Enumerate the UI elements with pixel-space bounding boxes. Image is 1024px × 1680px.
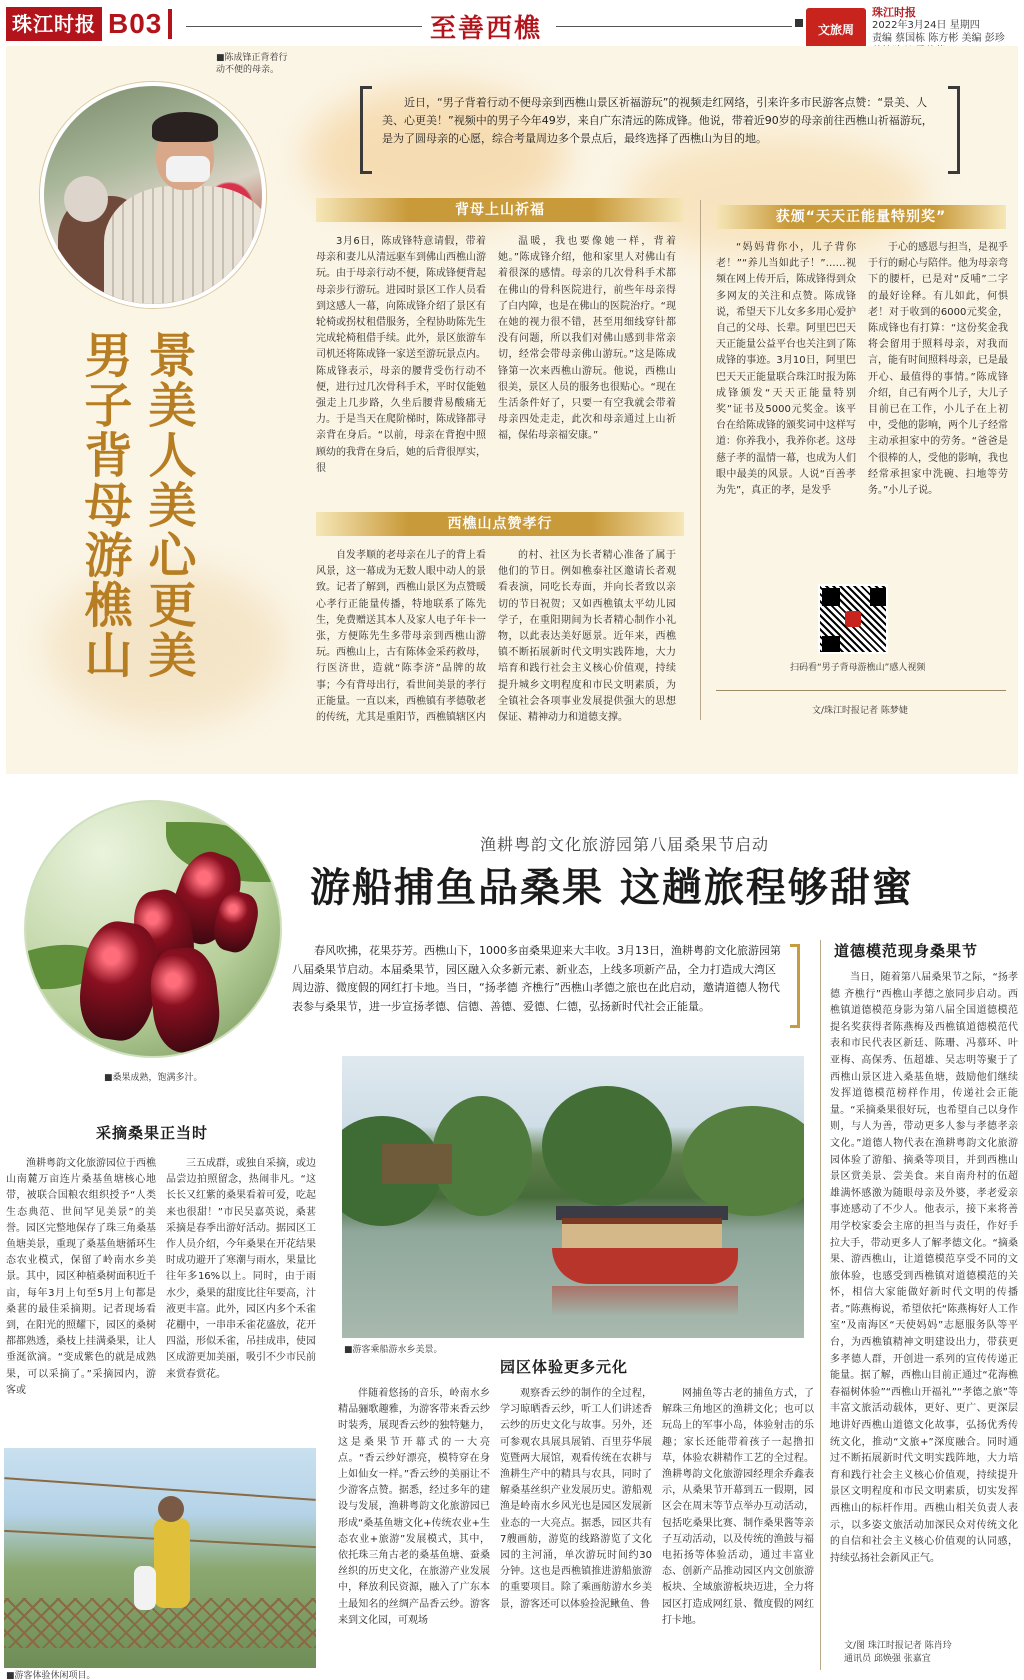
boat-reflection (552, 1286, 738, 1316)
berry (147, 945, 224, 1055)
masthead (6, 6, 182, 42)
paragraph: 温暖，我也要像她一样，背着她。”陈成锋介绍，他和家里人对佛山有着很深的感情。母亲的几次骨科手术都在佛山的骨科医院进行，前些年母亲得了白内障，也是在佛山的医院治疗。“现在她的视力很不错，甚至用细线穿针都没有问题，所以我们对佛山感到非常亲切，经常会带母亲佛山游玩。”这是陈成锋第一次来西樵山游玩。他说，西樵山很美，景区人员的服务也很贴心。“现在生活条件好了，只要一有空我就会带着母亲四处走走，此次和母亲通过上山祈福，保佑母亲福安康。” (498, 236, 676, 442)
photo-elder-head (64, 176, 108, 222)
paragraph: 观察香云纱的制作的全过程，学习晾晒香云纱，听工人们讲述香云纱的历史文化与故事。另外，还可参观农具展具展销、百里芬华展览暨两大展馆，观看传统在农耕与渔耕生产中的精具与农具，同时了解桑基丝织产业发展历史。游船观渔是岭南水乡风光也是园区发展新业态的一大亮点。据悉，园区共有7艘画舫，游览的线路游览了文化园的主河涌，单次游玩时间约30分钟。这也是西樵镇推进游船旅游的重要项目。除了乘画舫游水乡美景，游客还可以体验捡泥鳅鱼、鲁 (500, 1388, 652, 1610)
berry-caption: ■桑果成熟，饱满多汁。 (104, 1073, 203, 1083)
paragraph: 网捕鱼等古老的捕鱼方式，了解珠三角地区的渔耕文化；也可以玩岛上的军事小岛，体验射击的乐趣；家长还能带着孩子一起撸扣草，体验农耕精作工艺的全过程。渔耕粤韵文化旅游园经理余乔鑫表示，从桑果节开幕到五一假期，园区会在周末等节点举办互动活动，包括吃桑果比赛、制作桑果酱等亲子互动活动，以及传统的渔鼓与福电拓扬等体验活动，通过丰富业态、创新产品推动园区内文创旅游板块、全域旅游板块迈进，全力将园区打造成网红景、微度假的网红打卡地。 (662, 1388, 814, 1626)
feature2-section-a-col1 (6, 1156, 156, 1442)
column-rule (820, 940, 821, 1670)
feature2-kicker: 渔耕粤韵文化旅游园第八届桑果节启动 (480, 835, 770, 854)
page-number: B03 (108, 8, 163, 39)
photo-mulberries (24, 800, 282, 1058)
feature2-section-b-col3 (662, 1386, 814, 1676)
paragraph: 渔耕粤韵文化旅游园位于西樵山南麓万亩连片桑基鱼塘核心地带，被联合国粮农组织授予“人类生态典范、世间罕见美景”的美誉。园区完整地保存了珠三角桑基鱼塘美景，重现了桑基鱼塘循环生态农业模式，保留了岭南水乡美景。其中，园区种植桑树面积近千亩，每年3月上旬至5月上旬都是桑葚的最佳采摘期。记者现场看到，在阳光的照耀下，园区的桑树都都熟透，桑枝上挂满桑果，让人垂涎欲滴。“变成紫色的就是成熟果，可以采摘了。”采摘园内，游客或 (6, 1158, 156, 1396)
feature1-intro-text: 近日，“男子背着行动不便母亲到西樵山景区祈福游玩”的视频走红网络，引来许多市民游客点赞：“景美、人美、心更美！”视频中的男子今年49岁，来自广东清远的陈成锋。他说，带着近90岁的母亲前往西樵山祈福游玩，是为了圆母亲的心愿，综合考量周边多个景点后，最终选择了西樵山为目的地。 (382, 96, 933, 145)
header-rule-right (556, 26, 792, 27)
paragraph: 春风吹拂，花果芬芳。西樵山下，1000多亩桑果迎来大丰收。3月13日，渔耕粤韵文化旅游园第八届桑果节启动。本届桑果节，园区融入众多新元素、新业态，上线多项新产品，全力打造成大湾区周边游、微度假的网红打卡地。当日，“扬孝德 齐樵行”西樵山孝德之旅也在此启动，邀请道德人物代表参与桑果节，进一步宣扬孝德、信德、善德、爱德、仁德，弘扬新时代社会正能量。 (292, 944, 781, 1013)
feature2-section-b-col2 (500, 1386, 652, 1676)
photo-man-hair (152, 112, 218, 142)
photo-adult-head (158, 1496, 184, 1522)
feature2-section-c-col (830, 970, 1018, 1632)
header-editors: 责编 蔡国栋 陈方彬 美编 彭珍 (872, 33, 1005, 44)
feature2-subhead-c: 道德模范现身桑果节 (834, 942, 979, 960)
photo1-caption: ■陈成锋正背着行动不便的母亲。 (216, 53, 288, 75)
feature1-intro (360, 86, 960, 174)
header-rule-left (186, 26, 422, 27)
section-title: 至善西樵 (430, 14, 543, 44)
feature2-author-line2: 通讯员 邱焕强 张嘉宜 (844, 1654, 931, 1664)
tree (542, 1086, 672, 1206)
photo-rope-bridge (4, 1448, 316, 1668)
feature1-subhead-b: 西樵山点赞孝行 (316, 512, 684, 536)
feature1-section-b-col2 (498, 548, 676, 746)
photo-man-mask (166, 156, 210, 182)
feature1-section-a-col2 (498, 234, 676, 490)
paragraph: 的村、社区为长者精心准备了属于他们的节日。例如樵泰社区邀请长者观看表演，同吃长寿面，并向长者致以亲切的节日祝贺；又如西樵镇太平幼儿园学子，在重阳期间为长者精心制作小礼物，以此表达美好愿景。近年来，西樵镇不断拓展新时代文明实践阵地，大力培育和践行社会主义核心价值观，持续提升城乡文明程度和市民文明素质，为全镇社会各项事业发展提供强大的思想保证、精神动力和道德支撑。 (498, 550, 676, 724)
header-date: 2022年3月24日 星期四 (872, 20, 980, 31)
paper-logo: 珠江时报 (6, 7, 102, 41)
feature2-subhead-b: 园区体验更多元化 (500, 1358, 629, 1376)
qr-caption: 扫码看“男子背母游樵山”感人视频 (790, 663, 926, 673)
photo-man-body (104, 186, 266, 308)
feature1-title-line2: 景美人美心更美 (140, 330, 196, 680)
feature2-author (844, 1640, 952, 1666)
feature2-subhead-a: 采摘桑果正当时 (96, 1124, 209, 1142)
header-brand: 珠江时报 (872, 6, 916, 19)
feature1-section-c-col2 (868, 240, 1008, 558)
boat-caption: ■游客乘船游水乡美景。 (344, 1345, 443, 1355)
paragraph: 于心的感恩与担当，是视乎于行的耐心与陪伴。他为母亲弯下的腰杆，已是对“反哺”二字的最好诠释。有儿如此，何惧老！对于收到的6000元奖金，陈成锋也有打算：“这份奖金我将会留用于照料母亲，对我而言，能有时间照料母亲，已是最开心、最值得的事情。”陈成锋介绍，自己有两个儿子，大儿子目前已在工作，小儿子在上初中，受他的影响，两个儿子经常主动承担家中的劳务。“爸爸是个很棒的人，受他的影响，我也经常承担家中洗碗、扫地等劳务。”小儿子说。 (868, 242, 1008, 497)
feature2-section-b-col1 (338, 1386, 490, 1676)
photo-child (134, 1566, 156, 1610)
feature1-section-c-col1 (716, 240, 856, 558)
culture-logo: 文旅周 (806, 8, 866, 52)
bracket-right (948, 86, 960, 174)
photo-man-carrying-mother (40, 82, 266, 308)
feature1-author: 文/珠江时报记者 陈梦婕 (812, 706, 908, 716)
paragraph: 伴随着悠扬的音乐，岭南水乡精品骊歌趣雅，为游客带来香云纱时装秀，展现香云纱的独特魅力，这是桑果节开幕式的一大亮点。“香云纱好漂亮，模特穿在身上如仙女一样。”香云纱的美丽让不少游客点赞。据悉，经过多年的建设与发展，渔耕粤韵文化旅游园已形成“桑基鱼塘文化+传统农业+生态农业+旅游”发展模式，其中，依托珠三角古老的桑基鱼塘、蚕桑丝织的历史文化，在旅游产业发展中，释放利民资源，融入了广东本土最知名的丝绸产品香云纱。游客来到文化园，可观场 (338, 1388, 490, 1626)
feature2-headline: 游船捕鱼品桑果 这趟旅程够甜蜜 (310, 864, 914, 911)
paragraph: 3月6日，陈成锋特意请假，带着母亲和妻儿从清远驱车到佛山西樵山游玩。由于母亲行动不便，陈成锋便背起母亲步行游玩。进园时景区工作人员看到这感人一幕，向陈成锋介绍了景区有轮椅或拐杖租借服务，全程协助陈先生完成轮椅租借手续。此外，景区旅游车司机还将陈成锋一家送至游玩景点内。陈成锋表示，母亲的腰背受伤行动不便，进行过几次骨科手术，平时仅能勉强走上几步路，久坐后腰背易酸痛无力。于是当天在爬阶梯时，陈成锋都寻亲背在身后。“以前，母亲在背抱中照顾幼的我背在身后，她的后背很厚实，很 (316, 236, 486, 474)
bracket-left (360, 86, 372, 174)
boat-cabin (562, 1218, 722, 1252)
feature1-subhead-a: 背母上山祈福 (316, 198, 684, 222)
photo-boat-on-river (342, 1056, 804, 1338)
boat-hull (552, 1248, 738, 1284)
lead-bracket (790, 944, 800, 1028)
paragraph: 当日，随着第八届桑果节之际，“扬孝德 齐樵行”西樵山孝德之旅同步启动。西樵镇道德模范身影为第八届全国道德模范提名奖获得者陈燕梅及西樵镇道德模范代表和市民代表区新廷、陈珊、冯慕环、叶亚梅、高保秀、伍超雄、吴志明等聚于了西樵山景区进入桑基鱼塘，鼓励他们继续发挥道德模范榜样作用，传递社会正能量。“采摘桑果很好玩，也希望自己以身作则，与人为善，带动更多人参与孝德孝亲文化。”道德人物代表在渔耕粤韵文化旅游园体验了游船、摘桑等项目，并到西樵山景区赏美景、尝美食。来自南舟村的伍超雄满怀感激为随眼母亲及外婆，孝老爱亲事迹感动了不少人。他表示，接下来将善用学校家委会主席的担当与责任，作好手拉大手，带动更多人了解孝德文化。“摘桑果、游西樵山，让道德模范享受不同的文旅体验，也感受到西樵镇对道德模范的关怀，相信大家能做好新时代文明的传播者。”陈燕梅说，希望依托“陈燕梅好人工作室”及南海区“天使妈妈”志愿服务队等平台，为西樵镇精神文明建设出力，带获更多孝德人群，开创进一系列的宣传传递正能量。据了解，西樵山目前正通过“花海樵春福树体验”“西樵山开福礼”“孝德之旅”等丰富文旅活动载体，更好、更广、更深层地讲好西樵山道德文化故事，弘扬优秀传统文化，推动“文旅+”深度融合。同时通过不断拓展新时代文明实践阵地，大力培育和践行社会主义核心价值观，持续提升景区文明程度和市民文明素质，切实发挥西樵山的标杆作用。西樵山相关负责人表示，以多姿文旅活动加深民众对传统文化的自信和社会主义核心价值观的认同感，持续弘扬社会新风正气。 (830, 972, 1018, 1564)
feature2-section-a-col2 (166, 1156, 316, 1442)
paragraph: 三五成群，或独自采摘，或边品尝边拍照留念，热闹非凡。“这长长又红紫的桑果看着可爱，吃起来也很甜！”市民吴嘉英说，桑葚采摘是春季出游好活动。据园区工作人员介绍，今年桑果在开花结果时成功避开了寒潮与雨水，果量比往年多16%以上。同时，由于雨水少，桑果的甜度比往年要高，汁液更丰富。此外，园区内多个禾雀花棚中，一串串禾雀花盛放，花开四溢，形似禾雀，吊挂成串，使园区成游更加美丽，吸引不少市民前来赏春赏花。 (166, 1158, 316, 1380)
pavilion (382, 1144, 452, 1184)
rope (4, 1477, 315, 1501)
paragraph: “妈妈背你小，儿子背你老！”“养儿当如此子！”……视频在网上传开后，陈成锋得到众多网友的关注和点赞。陈成锋说，希望天下儿女多多用心爱护自己的父母、长辈。阿里巴巴天天正能量公益平台也关注到了陈成锋的事迹。3月10日，阿里巴巴天天正能量联合珠江时报为陈成锋颁发“天天正能量特别奖”证书及5000元奖金。该平台在给陈成锋的颁奖词中这样写道：你养我小，我养你老。这母慈子孝的温情一幕，也成为人们眼中最美的风景。人说“百善孝为先”，真正的孝，是发乎 (716, 242, 856, 497)
qr-center-logo (845, 611, 861, 627)
photo-adult (154, 1518, 190, 1608)
page-bar (168, 9, 172, 39)
paragraph: 自发孝顺的老母亲在儿子的背上看风景，这一幕成为无数人眼中动人的景致。记者了解到，西樵山景区为点赞暖心孝行正能量传播，特地联系了陈先生，免费赠送其本人及家人电子年卡一张，方便陈先生多带母亲到西樵山游玩。西樵山上，古有陈体金采药救母，行医济世，造就“陈李济”品牌的故事；今有背母出行，看世间美景的孝行正能量。一直以来，西樵镇有孝德敬老的传统，尤其是重阳节，西樵镇辖区内 (316, 550, 486, 724)
bridge-caption: ■游客体验休闲项目。 (6, 1671, 96, 1680)
feature1-subhead-c: 获颁“天天正能量特别奖” (716, 205, 1006, 229)
column-rule (700, 200, 701, 720)
feature2-author-line1: 文/图 珠江时报记者 陈肖玲 (844, 1641, 952, 1651)
feature2-lead (292, 942, 786, 1016)
author-rule (716, 690, 1006, 691)
feature1-title-line1: 男子背母游樵山 (76, 330, 132, 680)
feature1-section-b-col1 (316, 548, 486, 746)
feature1-section-a-col1 (316, 234, 486, 490)
header-square-mark (795, 19, 803, 27)
tree (682, 1106, 804, 1216)
